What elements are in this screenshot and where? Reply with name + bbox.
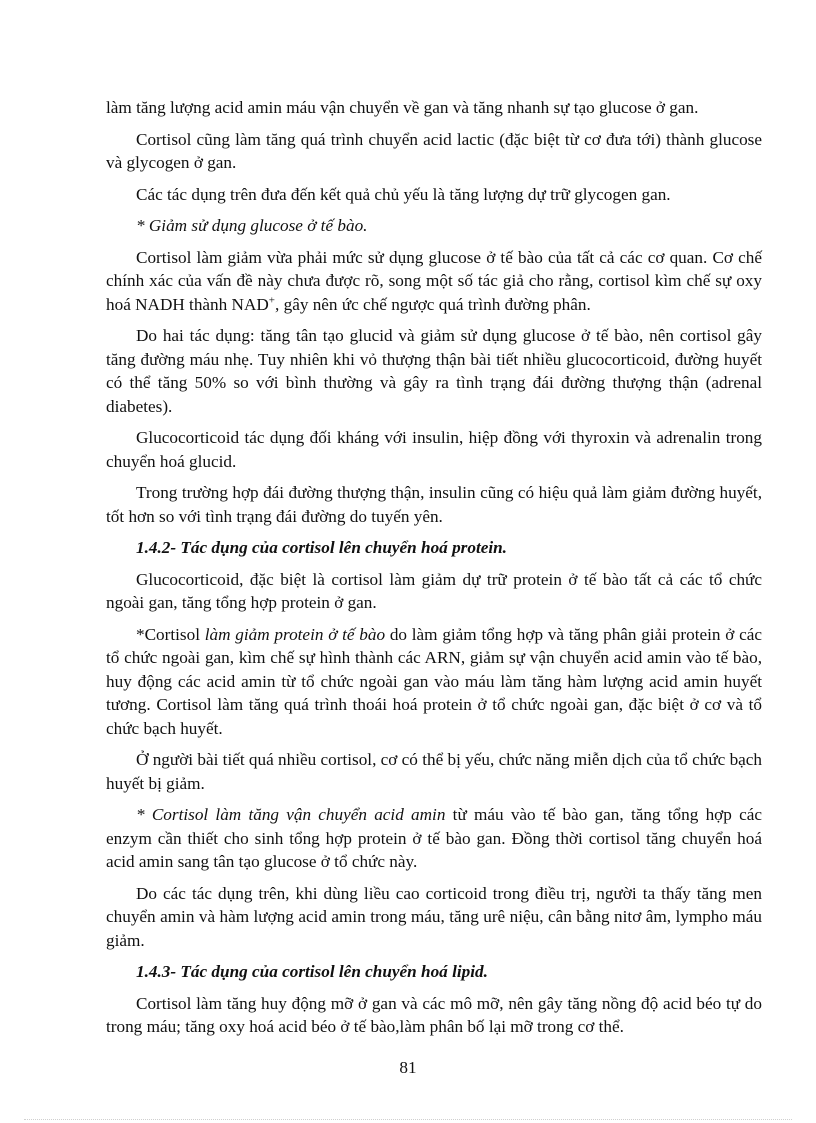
paragraph-protein-rest: do làm giảm tổng hợp và tăng phân giải protein ở các tổ chức ngoài gan, kìm chế sự hình thành các ARN, giảm sự vận chuyển acid amin vào tế bào, huy động các acid amin từ tổ chức ngoài gan vào máu làm tăng hàm lượng acid amin huyết tương. Cortisol làm tăng quá trình thoái hoá protein ở tổ chức ngoài gan, đặc biệt ở cơ và tổ chức bạch huyết. bbox=[106, 624, 762, 738]
paragraph-nadh-oxidation bbox=[106, 246, 762, 317]
paragraph-continued: làm tăng lượng acid amin máu vận chuyển về gan và tăng nhanh sự tạo glucose ở gan. bbox=[106, 98, 699, 117]
page-body bbox=[106, 96, 762, 1047]
paragraph-lipid-mobilization: Cortisol làm tăng huy động mỡ ở gan và các mô mỡ, nên gây tăng nồng độ acid béo tự do trong máu; tăng oxy hoá acid béo ở tế bào,làm phân bố lại mỡ trong cơ thể. bbox=[106, 993, 762, 1036]
paragraph-amino-emphasis: * Cortisol làm tăng vận chuyển acid amin bbox=[136, 805, 446, 824]
paragraph-high-dose-effects: Do các tác dụng trên, khi dùng liều cao corticoid trong điều trị, người ta thấy tăng men chuyển amin và hàm lượng acid amin trong máu, tăng urê niệu, cân bằng nitơ âm, lympho máu giảm. bbox=[106, 883, 762, 950]
section-heading-lipid: 1.4.3- Tác dụng của cortisol lên chuyển hoá lipid. bbox=[136, 962, 488, 981]
footer-divider bbox=[24, 1119, 792, 1120]
paragraph-insulin-antagonism: Glucocorticoid tác dụng đối kháng với insulin, hiệp đồng với thyroxin và adrenalin trong chuyển hoá glucid. bbox=[106, 428, 762, 471]
paragraph-nadh-text-end: , gây nên ức chế ngược quá trình đường phân. bbox=[275, 294, 591, 314]
paragraph-amino-rest: từ máu vào tế bào gan, tăng tổng hợp các enzym cần thiết cho sinh tổng hợp protein ở tế bào gan. Đồng thời cortisol tăng chuyển hoá acid amin sang tân tạo glucose ở tổ chức này. bbox=[106, 805, 762, 871]
paragraph-protein-reduction bbox=[106, 623, 762, 741]
paragraph-nadh-text: Cortisol làm giảm vừa phải mức sử dụng glucose ở tế bào của tất cả các cơ quan. Cơ chế chính xác của vấn đề này chưa được rõ, song một số tác giả cho rằng, cortisol kìm chế sự oxy hoá NADH thành NAD bbox=[106, 247, 762, 314]
page-number: 81 bbox=[399, 1058, 417, 1077]
paragraph-protein-lead: *Cortisol bbox=[136, 624, 205, 644]
subheading-reduce-glucose-use: * Giảm sử dụng glucose ở tế bào. bbox=[136, 216, 368, 235]
section-heading-protein: 1.4.2- Tác dụng của cortisol lên chuyển hoá protein. bbox=[136, 538, 507, 557]
paragraph-glycogen-reserve: Các tác dụng trên đưa đến kết quả chủ yếu là tăng lượng dự trữ glycogen gan. bbox=[136, 184, 671, 204]
paragraph-excess-cortisol: Ở người bài tiết quá nhiều cortisol, cơ có thể bị yếu, chức năng miễn dịch của tổ chức bạch huyết bị giảm. bbox=[106, 750, 763, 793]
paragraph-protein-reserve: Glucocorticoid, đặc biệt là cortisol làm giảm dự trữ protein ở tế bào tất cả các tổ chức ngoài gan, tăng tổng hợp protein ở gan. bbox=[106, 569, 762, 612]
paragraph-lactic-acid: Cortisol cũng làm tăng quá trình chuyển acid lactic (đặc biệt từ cơ đưa tới) thành glucose và glycogen ở gan. bbox=[106, 129, 762, 172]
paragraph-protein-emphasis: làm giảm protein ở tế bào bbox=[204, 624, 386, 644]
paragraph-adrenal-diabetes: Do hai tác dụng: tăng tân tạo glucid và giảm sử dụng glucose ở tế bào, nên cortisol gây tăng đường máu nhẹ. Tuy nhiên khi vỏ thượng thận bài tiết nhiều glucocorticoid, đường huyết có thể tăng 50% so với bình thường và gây ra tình trạng đái đường thượng thận (adrenal diabetes). bbox=[106, 326, 762, 416]
superscript-plus: + bbox=[268, 293, 275, 306]
paragraph-insulin-effect: Trong trường hợp đái đường thượng thận, insulin cũng có hiệu quả làm giảm đường huyết, tốt hơn so với tình trạng đái đường do tuyến yên. bbox=[106, 483, 762, 526]
paragraph-amino-transport bbox=[106, 803, 762, 874]
